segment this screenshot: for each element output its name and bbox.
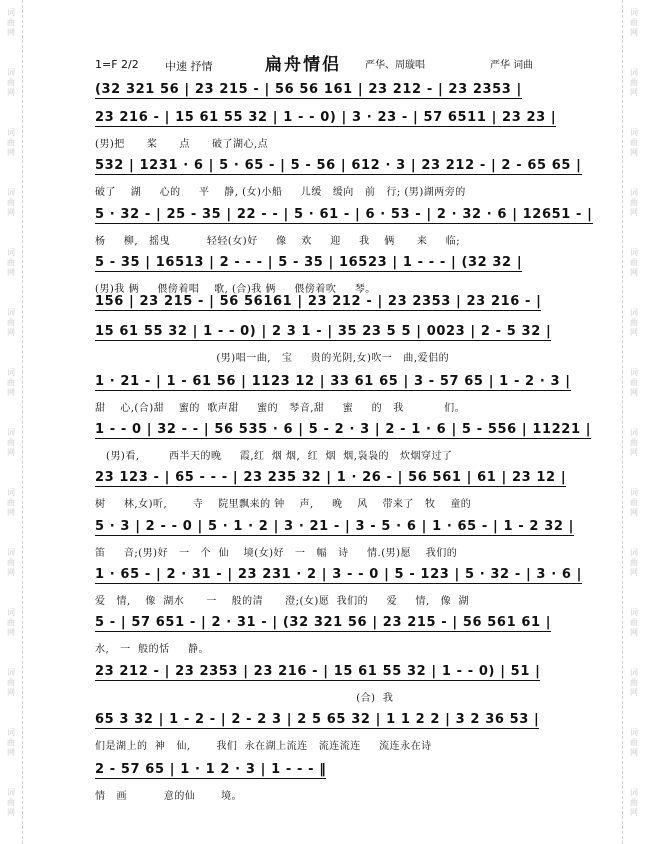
lyrics-line: (男)看, 西半天的晚 霞,红 烟 烟, 红 烟 烟,袅袅的 炊烟穿过了 — [95, 451, 453, 462]
lyrics-line: 破了 湖 心的 平 静, (女)小船 儿缓 缓向 前 行; (男)湖两旁的 — [95, 187, 466, 198]
beam-line — [95, 486, 566, 487]
notation-line: 23 123 - | 65 - - - | 23 235 32 | 1 · 26 - | 56 561 | 61 | 23 12 | — [95, 470, 567, 485]
notation-line: 5 - | 57 651 - | 2 · 31 - | (32 321 56 | 23 215 - | 56 561 61 | — [95, 615, 552, 630]
beam-line — [95, 271, 522, 272]
site-watermark: 词 曲 网 — [7, 548, 15, 577]
right-watermark-margin — [622, 0, 645, 844]
beam-line — [95, 680, 540, 681]
notation-line: 1 · 21 - | 1 - 61 56 | 1123 12 | 33 61 65 | 3 - 57 65 | 1 - 2 · 3 | — [95, 374, 571, 389]
beam-line — [95, 98, 522, 99]
site-watermark: 词 曲 网 — [7, 368, 15, 397]
notation-line: 15 61 55 32 | 1 - - 0) | 2 3 1 - | 35 23 5 5 | 0023 | 2 - 5 32 | — [95, 324, 552, 339]
site-watermark: 词 曲 网 — [7, 68, 15, 97]
site-watermark: 词 曲 网 — [630, 728, 638, 757]
site-watermark: 词 曲 网 — [630, 308, 638, 337]
site-watermark: 词 曲 网 — [7, 488, 15, 517]
notation-line: (32 321 56 | 23 215 - | 56 56 161 | 23 212 - | 23 2353 | — [95, 82, 522, 97]
lyrics-line: (男)唱一曲, 宝 贵的光阴,女)吹一 曲,爱侣的 — [95, 353, 450, 364]
beam-line — [95, 728, 539, 729]
notation-line: 23 216 - | 15 61 55 32 | 1 - - 0) | 3 · 23 - | 57 6511 | 23 23 | — [95, 110, 557, 125]
site-watermark: 词 曲 网 — [7, 248, 15, 277]
site-watermark: 词 曲 网 — [630, 188, 638, 217]
site-watermark: 词 曲 网 — [7, 608, 15, 637]
notation-line: 532 | 1231 · 6 | 5 · 65 - | 5 - 56 | 612 · 3 | 23 212 - | 2 - 65 65 | — [95, 158, 582, 173]
site-watermark: 词 曲 网 — [630, 668, 638, 697]
site-watermark: 词 曲 网 — [7, 788, 15, 817]
lyrics-line: 甜 心,(合)甜 蜜的 歌声甜 蜜的 琴音,甜 蜜 的 我 们。 — [95, 403, 466, 414]
singers-credit: 严华、周璇唱 — [365, 60, 425, 71]
lyrics-line: 水, 一 般的恬 静。 — [95, 644, 209, 655]
lyrics-line: 笛 音;(男)好 一 个 仙 境(女)好 一 幅 诗 情.(男)愿 我们的 — [95, 548, 458, 559]
notation-line: 65 3 32 | 1 - 2 - | 2 - 2 3 | 2 5 65 32 | 1 1 2 2 | 3 2 36 53 | — [95, 712, 540, 727]
site-watermark: 词 曲 网 — [630, 488, 638, 517]
lyrics-line: (男)我 俩 偎傍着唱 歌, (合)我 俩 偎傍着吹 琴。 — [95, 284, 376, 295]
site-watermark: 词 曲 网 — [630, 128, 638, 157]
beam-line — [95, 535, 574, 536]
beam-line — [95, 390, 571, 391]
site-watermark: 词 曲 网 — [7, 128, 15, 157]
song-title: 扁舟情侣 — [265, 55, 341, 75]
site-watermark: 词 曲 网 — [7, 728, 15, 757]
beam-line — [95, 310, 541, 311]
beam-line — [95, 340, 551, 341]
beam-line — [95, 778, 326, 779]
site-watermark: 词 曲 网 — [7, 188, 15, 217]
lyrics-line: 杨 柳, 摇曳 轻轻(女)好 像 欢 迎 我 俩 来 临; — [95, 236, 461, 247]
site-watermark: 词 曲 网 — [630, 548, 638, 577]
composer-credit: 严华 词曲 — [490, 60, 534, 71]
beam-line — [95, 583, 582, 584]
lyrics-line: 树 林,女)听, 寺 院里飘来的 钟 声, 晚 风 带来了 牧 童的 — [95, 499, 472, 510]
notation-line: 5 - 35 | 16513 | 2 - - - | 5 - 35 | 16523 | 1 - - - | (32 32 | — [95, 255, 523, 270]
site-watermark: 词 曲 网 — [630, 428, 638, 457]
key-signature: 1=F 2/2 — [95, 58, 139, 71]
beam-line — [95, 438, 591, 439]
lyrics-line: 情 画 意的仙 境。 — [95, 791, 243, 802]
lyrics-line: 们是湖上的 神 仙, 我们 永在湖上流连 流连流连 流连永在诗 — [95, 741, 432, 752]
notation-line: 1 - - 0 | 32 - - | 56 535 · 6 | 5 - 2 · 3 | 2 - 1 · 6 | 5 - 556 | 11221 | — [95, 422, 592, 437]
site-watermark: 词 曲 网 — [7, 8, 15, 37]
notation-line: 1 · 65 - | 2 · 31 - | 23 231 · 2 | 3 - - 0 | 5 - 123 | 5 · 32 - | 3 · 6 | — [95, 567, 582, 582]
site-watermark: 词 曲 网 — [630, 788, 638, 817]
beam-line — [95, 223, 593, 224]
lyrics-line: 爱 情, 像 湖水 一 般的清 澄;(女)愿 我们的 爱 情, 像 湖 — [95, 596, 470, 607]
site-watermark: 词 曲 网 — [630, 8, 638, 37]
notation-line: 5 · 32 - | 25 - 35 | 22 - - | 5 · 61 - | 6 · 53 - | 2 · 32 · 6 | 12651 - | — [95, 207, 593, 222]
site-watermark: 词 曲 网 — [7, 668, 15, 697]
score-header — [95, 50, 555, 75]
lyrics-line: (男)把 桨 点 破了湖心,点 — [95, 139, 269, 150]
notation-line: 23 212 - | 23 2353 | 23 216 - | 15 61 55 32 | 1 - - 0) | 51 | — [95, 664, 541, 679]
beam-line — [95, 126, 556, 127]
lyrics-line: (合) 我 — [95, 693, 394, 704]
site-watermark: 词 曲 网 — [630, 68, 638, 97]
notation-line: 2 - 57 65 | 1 · 1 2 · 3 | 1 - - - ‖ — [95, 762, 327, 777]
notation-line: 156 | 23 215 - | 56 56161 | 23 212 - | 23 2353 | 23 216 - | — [95, 294, 542, 309]
beam-line — [95, 631, 551, 632]
notation-line: 5 · 3 | 2 - - 0 | 5 · 1 · 2 | 3 · 21 - | 3 - 5 · 6 | 1 · 65 - | 1 - 2 32 | — [95, 519, 574, 534]
site-watermark: 词 曲 网 — [630, 608, 638, 637]
site-watermark: 词 曲 网 — [7, 428, 15, 457]
left-watermark-margin — [0, 0, 23, 844]
site-watermark: 词 曲 网 — [630, 248, 638, 277]
tempo-marking: 中速 抒情 — [165, 60, 213, 73]
site-watermark: 词 曲 网 — [7, 308, 15, 337]
beam-line — [95, 174, 582, 175]
site-watermark: 词 曲 网 — [630, 368, 638, 397]
